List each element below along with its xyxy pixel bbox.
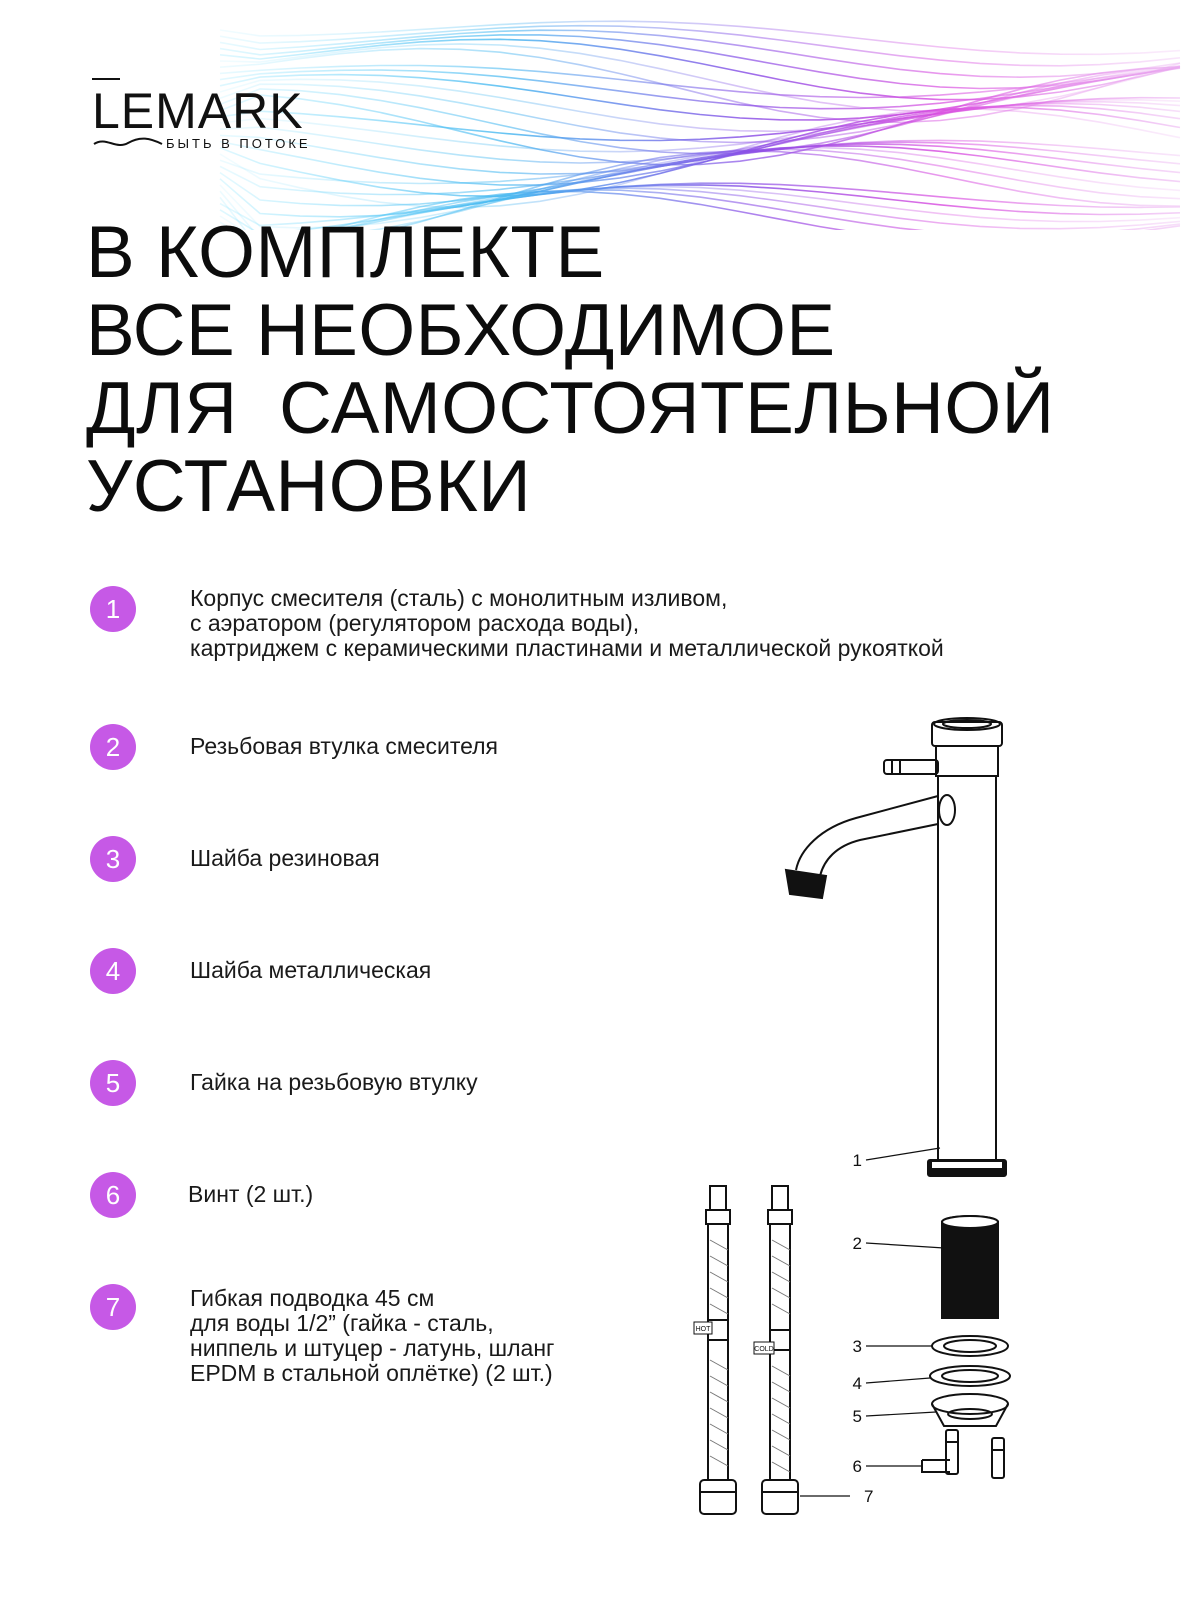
brand-name: LEMARK [92,83,304,139]
headline-line: ВСЕ НЕОБХОДИМОЕ [86,290,836,371]
wave-line [220,26,1180,66]
item-description: Винт (2 шт.) [188,1181,314,1207]
item-number-badge: 2 [90,724,136,770]
leader-lines [800,1148,944,1496]
faucet-exploded-diagram [660,700,1060,1560]
callout-label: 4 [852,1374,862,1393]
metal-washer-drawing [930,1366,1010,1386]
item-number-badge: 6 [90,1172,136,1218]
nut-drawing [932,1394,1008,1426]
headline-line: ДЛЯ САМОСТОЯТЕЛЬНОЙ [86,368,1055,449]
callout-label: 1 [852,1151,862,1170]
item-number-badge: 1 [90,586,136,632]
faucet-body-drawing [786,718,1006,1176]
item-description: Резьбовая втулка смесителя [190,733,499,759]
callout-label: 6 [852,1457,862,1476]
item-description: Корпус смесителя (сталь) с монолитным изливом, с аэратором (регулятором расхода воды), картриджем с керамическими пластинами и металлической рукояткой [190,585,944,661]
flexible-hoses-drawing [700,1186,798,1514]
page-headline [86,214,1166,526]
item-number-badge: 7 [90,1284,136,1330]
hose-tags [694,1322,774,1354]
logo-bar [92,78,120,80]
wave-line [220,142,1180,194]
brand-logo [92,78,342,158]
item-number-badge: 4 [90,948,136,994]
rubber-washer-drawing [932,1336,1008,1356]
callout-label: 3 [852,1337,862,1356]
screws-drawing [922,1430,1004,1478]
brand-tagline: БЫТЬ В ПОТОКЕ [166,136,311,151]
item-number-badge: 3 [90,836,136,882]
callout-label: 2 [852,1234,862,1253]
item-number-badge: 5 [90,1060,136,1106]
item-description: Шайба металлическая [190,957,432,983]
threaded-sleeve-drawing [942,1216,998,1318]
item-description: Шайба резиновая [190,845,380,871]
item-description: Гибкая подводка 45 см для воды 1/2” (гайка - сталь, ниппель и штуцер - латунь, шланг EPDM в стальной оплётке) (2 шт.) [190,1285,555,1386]
callout-label: 5 [852,1407,862,1426]
headline-line: В КОМПЛЕКТЕ [86,212,605,293]
hose-tag-hot: HOT [695,1326,711,1333]
hose-tag-cold: COLD [754,1346,774,1353]
item-description: Гайка на резьбовую втулку [190,1069,478,1095]
callout-label: 7 [864,1487,874,1506]
logo-swoosh-icon [92,134,164,152]
headline-line: УСТАНОВКИ [86,446,532,527]
